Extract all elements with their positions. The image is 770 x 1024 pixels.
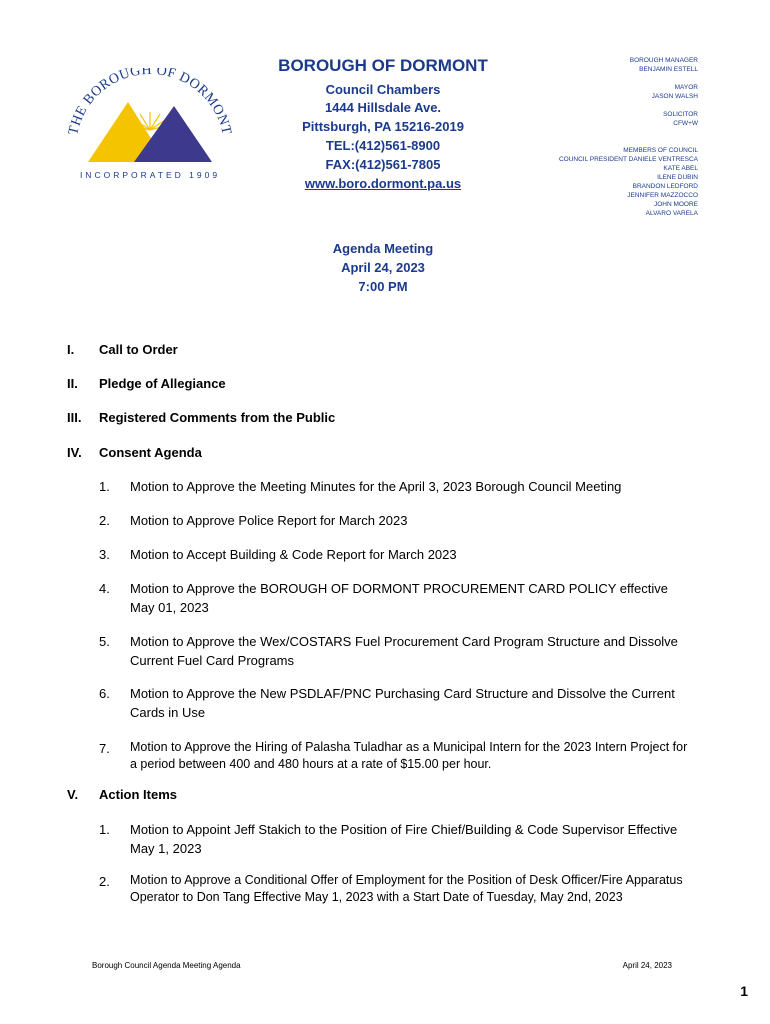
logo-arc-text: THE BOROUGH OF DORMONT	[66, 68, 234, 137]
section-title: Registered Comments from the Public	[99, 410, 336, 425]
agenda-item-text: Motion to Approve the BOROUGH OF DORMONT PROCUREMENT CARD POLICY effective May 01, 2023	[130, 581, 668, 615]
address-street: 1444 Hillsdale Ave.	[324, 100, 442, 115]
item-number: 2.	[99, 513, 110, 528]
council-member: JOHN MOORE	[653, 201, 698, 208]
section-number: IV.	[67, 445, 82, 460]
solicitor-name: CFW+W	[673, 120, 698, 127]
agenda-item-text: Motion to Accept Building & Code Report for March 2023	[130, 547, 457, 562]
solicitor-title: SOLICITOR	[663, 111, 698, 118]
section-number: III.	[67, 410, 82, 425]
page-number: 1	[740, 983, 748, 999]
mayor-name: JASON WALSH	[651, 93, 698, 100]
section-title: Call to Order	[99, 342, 178, 357]
council-chambers: Council Chambers	[325, 82, 441, 97]
section-title: Consent Agenda	[99, 445, 202, 460]
agenda-item-text: Motion to Approve Police Report for March 2023	[130, 513, 408, 528]
borough-logo	[62, 68, 238, 188]
phone: TEL:(412)561-8900	[325, 138, 441, 153]
council-member: JENNIFER MAZZOCCO	[627, 192, 698, 199]
item-number: 2.	[99, 874, 110, 889]
section-title: Action Items	[99, 787, 178, 802]
item-number: 7.	[99, 741, 110, 756]
agenda-item-text: Motion to Approve the Hiring of Palasha Tuladhar as a Municipal Intern for the 2023 Intern Project for a period between 400 and 480 hours at a rate of $15.00 per hour.	[130, 740, 688, 771]
meeting-time: 7:00 PM	[358, 279, 408, 294]
meeting-info	[240, 239, 526, 296]
council-member: ALVARO VARELA	[645, 210, 698, 217]
section-number: I.	[67, 342, 75, 357]
logo-incorporated-text: INCORPORATED 1909	[79, 170, 221, 180]
council-member: ILENE DUBIN	[657, 174, 698, 181]
item-number: 1.	[99, 479, 110, 494]
footer-title: Borough Council Agenda Meeting Agenda	[92, 961, 241, 970]
item-number: 3.	[99, 547, 110, 562]
officials-list	[468, 56, 698, 218]
item-number: 1.	[99, 822, 110, 837]
manager-name: BENJAMIN ESTELL	[639, 66, 698, 73]
address-city: Pittsburgh, PA 15216-2019	[302, 119, 464, 134]
fax: FAX:(412)561-7805	[325, 157, 441, 172]
council-member: BRANDON LEDFORD	[632, 183, 698, 190]
item-number: 4.	[99, 581, 110, 596]
meeting-type: Agenda Meeting	[332, 241, 434, 256]
section-title: Pledge of Allegiance	[99, 376, 226, 391]
agenda-item-text: Motion to Approve the Meeting Minutes for the April 3, 2023 Borough Council Meeting	[130, 479, 622, 494]
item-number: 5.	[99, 634, 110, 649]
council-title: MEMBERS OF COUNCIL	[623, 147, 698, 154]
section-number: II.	[67, 376, 78, 391]
meeting-date: April 24, 2023	[341, 260, 425, 275]
footer-date: April 24, 2023	[622, 961, 672, 970]
agenda-item-text: Motion to Approve the New PSDLAF/PNC Purchasing Card Structure and Dissolve the Current Cards in Use	[130, 686, 675, 720]
council-member: COUNCIL PRESIDENT DANIELE VENTRESCA	[558, 156, 698, 163]
mayor-title: MAYOR	[674, 84, 698, 91]
borough-title: BOROUGH OF DORMONT	[278, 56, 488, 75]
agenda-item-text: Motion to Appoint Jeff Stakich to the Position of Fire Chief/Building & Code Supervisor Effective May 1, 2023	[130, 822, 678, 856]
manager-title: BOROUGH MANAGER	[629, 57, 698, 64]
agenda-item-text: Motion to Approve the Wex/COSTARS Fuel Procurement Card Program Structure and Dissolve Current Fuel Card Programs	[130, 634, 678, 668]
council-member: KATE ABEL	[663, 165, 698, 172]
item-number: 6.	[99, 686, 110, 701]
agenda-item-text: Motion to Approve a Conditional Offer of Employment for the Position of Desk Officer/Fire Apparatus Operator to Don Tang Effective May 1, 2023 with a Start Date of Tuesday, May 2nd, 2023	[130, 873, 683, 904]
website-link[interactable]: www.boro.dormont.pa.us	[304, 176, 462, 191]
section-number: V.	[67, 787, 79, 802]
